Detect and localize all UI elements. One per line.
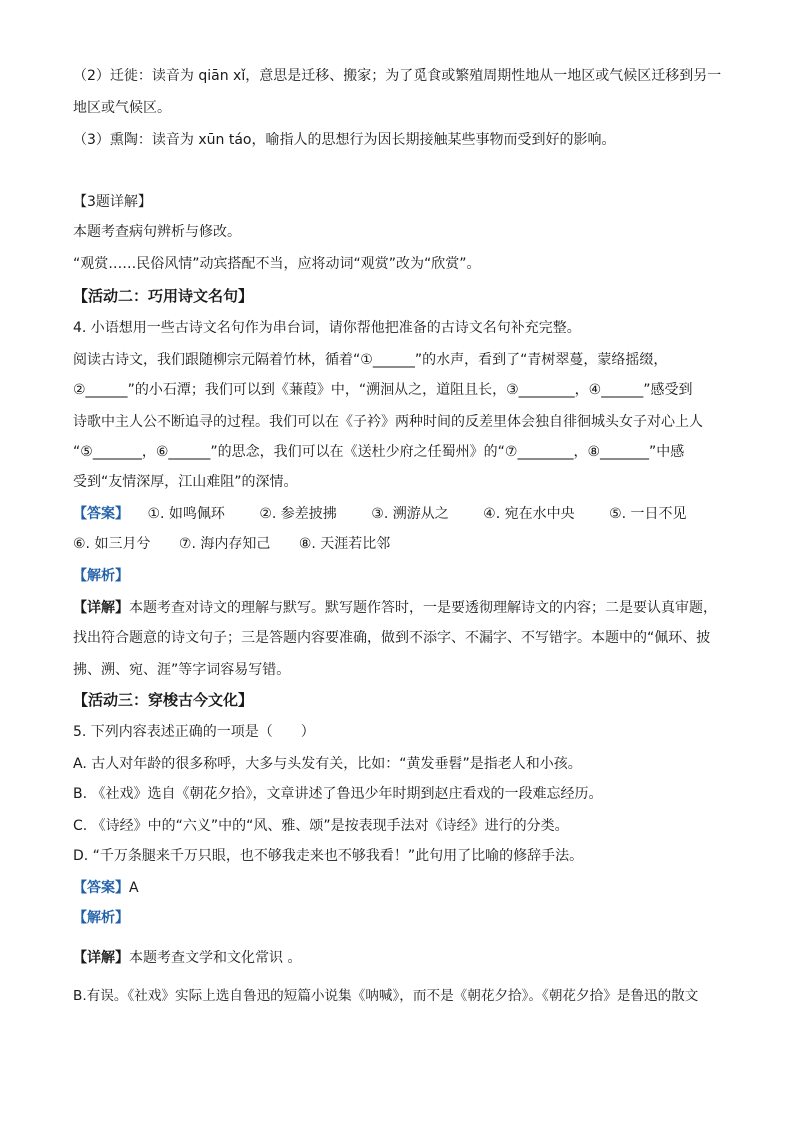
text-span: 本题考查对诗文的理解与默写。默写题作答时，一是要透彻理解诗文的内容；二是要认真审题， (129, 600, 717, 616)
text-line (73, 598, 723, 618)
detail-label: 【详解】 (73, 600, 129, 616)
activity-heading: 【活动二：巧用诗文名句】 (73, 287, 254, 305)
text-span: ”的思念，我们可以在《送杜少府之任蜀州》的“ (210, 444, 505, 460)
blank-7: ⑦________ (504, 444, 574, 460)
analysis-label: 【解析】 (73, 568, 129, 584)
blank-3: ③________ (506, 382, 575, 398)
text-span: ”感受到 (643, 382, 693, 398)
option-c: C. 《诗经》中的“六义”中的“风、雅、颂”是按表现手法对《诗经》进行的分类。 (73, 818, 569, 834)
text-line: （3）熏陶：读音为 xūn táo，喻指人的思想行为因长期接触某些事物而受到好的影响。 (73, 132, 616, 148)
text-span: ”中感 (649, 444, 685, 460)
answer-item: ⑤. 一日不见 (609, 506, 687, 522)
blank-2: ②______ (73, 382, 128, 398)
blank-6: ⑥______ (155, 444, 211, 460)
text-span: 本题考查文学和文化常识 。 (129, 950, 302, 966)
text-span: ”的小石潭；我们可以到《蒹葭》中，“溯洄从之，道阻且长， (127, 382, 507, 398)
answer-item: ④. 宛在水中央 (483, 506, 575, 522)
text-line (73, 380, 723, 400)
text-span: ， (574, 382, 589, 398)
answer-item: ①. 如鸣佩环 (147, 506, 225, 522)
answer-value: A (129, 880, 139, 896)
option-b: B. 《社戏》选自《朝花夕拾》，文章讲述了鲁迅少年时期到赵庄看戏的一段难忘经历。 (73, 786, 603, 802)
question-stem: 5. 下列内容表述正确的一项是（ ） (73, 724, 315, 740)
activity-heading: 【活动三：穿梭古今文化】 (73, 691, 254, 709)
answer-line (73, 878, 723, 898)
text-span: ， (573, 444, 588, 460)
answer-label: 【答案】 (73, 506, 129, 522)
answer-item: ⑥. 如三月兮 (73, 536, 151, 552)
text-line: 地区或气候区。 (73, 100, 171, 116)
detail-label: 【详解】 (73, 950, 129, 966)
answer-line (73, 504, 723, 524)
option-a: A. 古人对年龄的很多称呼，大多与头发有关，比如：“黄发垂髫”是指老人和小孩。 (73, 756, 582, 772)
text-line: 受到“友情深厚，江山难阻”的深情。 (73, 474, 298, 490)
blank-4: ④______ (588, 382, 644, 398)
question-stem: 4. 小语想用一些古诗文名句作为串台词，请你帮他把准备的古诗文名句补充完整。 (73, 320, 581, 336)
answer-item: ⑧. 天涯若比邻 (298, 536, 391, 552)
answer-item: ⑦. 海内存知己 (178, 536, 271, 552)
text-span: ， (141, 444, 156, 460)
answer-line (73, 534, 723, 554)
text-span: ”的水声，看到了“青树翠蔓，蒙络摇缀， (414, 352, 668, 368)
analysis-label: 【解析】 (73, 910, 129, 926)
answer-item: ②. 参差披拂 (259, 506, 337, 522)
text-line (73, 350, 723, 370)
answer-label: 【答案】 (73, 880, 129, 896)
text-line (73, 442, 723, 462)
text-line: 本题考查病句辨析与修改。 (73, 224, 241, 240)
text-line: “观赏……民俗风情”动宾搭配不当，应将动词“观赏”改为“欣赏”。 (73, 256, 481, 272)
text-line: B.有误。《社戏》实际上选自鲁迅的短篇小说集《呐喊》，而不是《朝花夕拾》。《朝花夕拾》是鲁迅的散文 (73, 988, 699, 1004)
text-span: “ (73, 444, 81, 460)
text-line: 找出符合题意的诗文句子；三是答题内容要准确，做到不添字、不漏字、不写错字。本题中的“佩环、披 (73, 630, 711, 646)
text-line (73, 948, 723, 968)
blank-1: ①______ (360, 352, 415, 368)
text-line: 拂、溯、宛、涯”等字词容易写错。 (73, 662, 291, 678)
blank-8: ⑧_______ (587, 444, 650, 460)
text-line: 诗歌中主人公不断追寻的过程。我们可以在《子衿》两种时间的反差里体会独自徘徊城头女子对心上人 (73, 414, 703, 430)
text-span: 阅读古诗文，我们跟随柳宗元隔着竹林，循着“ (73, 352, 361, 368)
option-d: D. “千万条腿来千万只眼，也不够我走来也不够我看！”此句用了比喻的修辞手法。 (73, 848, 584, 864)
blank-5: ⑤_______ (80, 444, 142, 460)
text-line: （2）迁徙：读音为 qiān xǐ，意思是迁移、搬家；为了觅食或繁殖周期性地从一地区或气候区迁移到另一 (73, 68, 722, 84)
answer-item: ③. 溯游从之 (371, 506, 449, 522)
section-heading: 【3题详解】 (73, 194, 152, 210)
